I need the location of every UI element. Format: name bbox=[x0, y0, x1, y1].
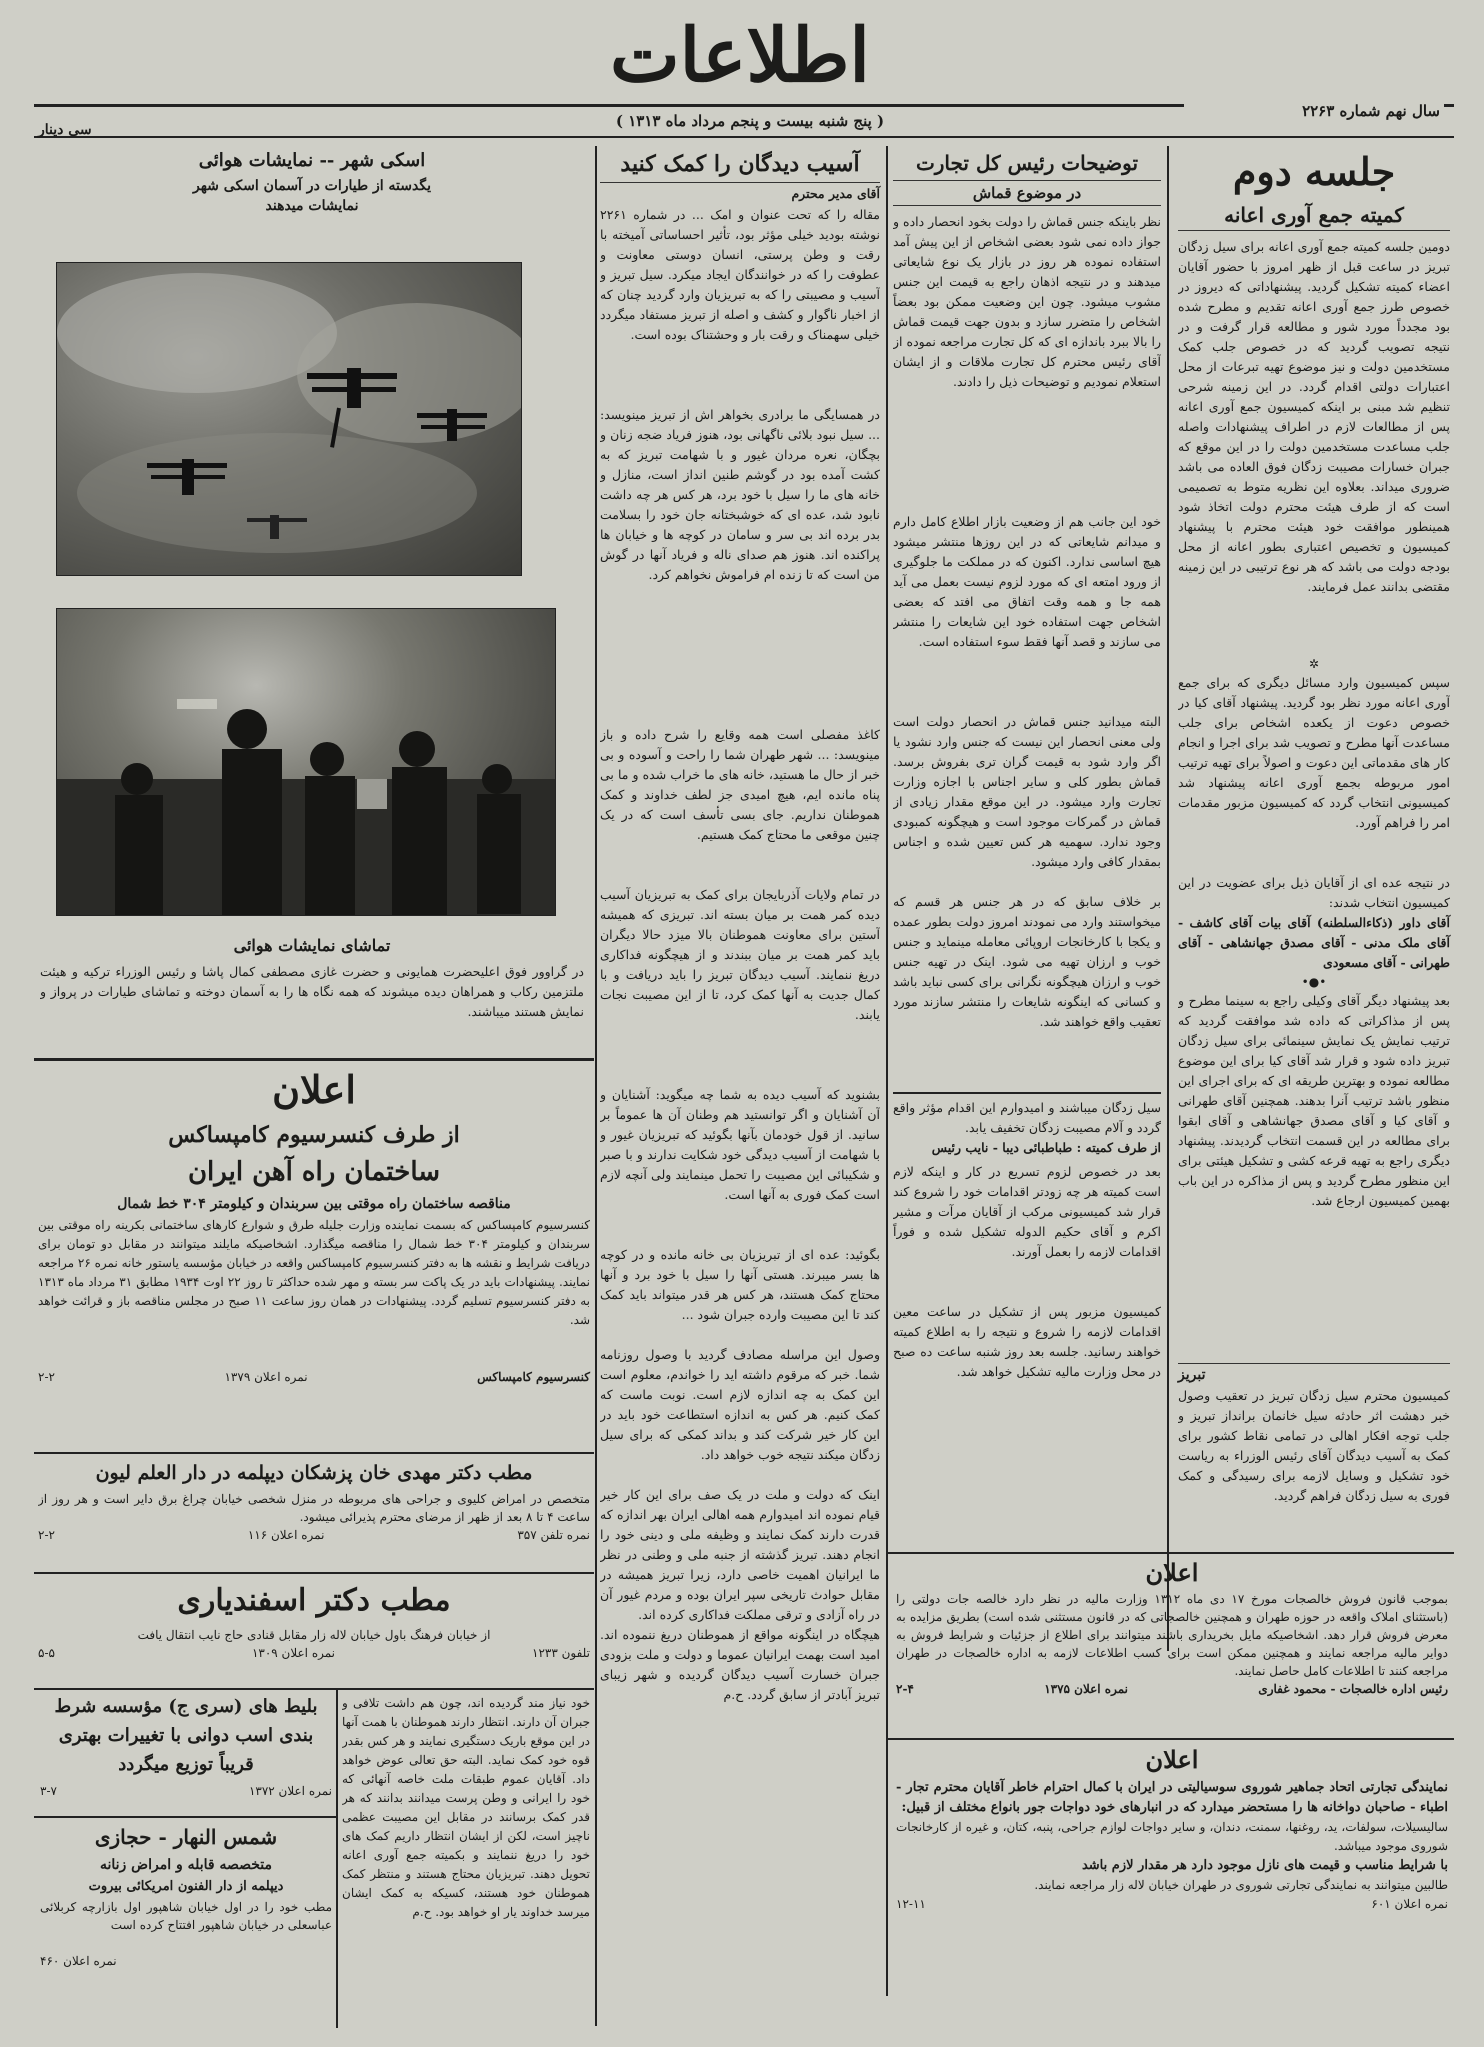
ad-dr-esfandiari-num: نمره اعلان ۱۳۰۹ bbox=[251, 1646, 336, 1660]
ad-kampsax-tender: مناقصه ساختمان راه موقتی بین سربندان و کیلومتر ۳۰۴ خط شمال bbox=[117, 1196, 511, 1212]
headline-second-session: جلسه دوم bbox=[1232, 149, 1396, 194]
separator-dots: •●• bbox=[1301, 975, 1327, 989]
separator-star: ✲ bbox=[1308, 657, 1320, 671]
help-text-4: در تمام ولایات آذربایجان برای کمک به تبریزیان آسیب دیده کمر همت بر میان بسته اند. تبریزی که همیشه آستین برای معاونت هموطنان بالا میزد حالا دیگران باید کمر همت بر میان ببندند و از هیچگونه فداکاری دریغ ننمایند. آسیب دیدگان تبریز را باید دریافت و با کمال جدیت به آنها کمک کرد، تا از این مصیبت نجات یابند. bbox=[600, 887, 880, 1022]
spectators-illustration bbox=[57, 609, 555, 915]
committee-text-2: سپس کمیسیون وارد مسائل دیگری که برای جمع آوری اعانه مورد نظر بود گردید. پیشنهاد آقای کیا در خصوص دعوت از یکعده اشخاص برای جلب مساعدت آنها مطرح و تصویب شد برای اجرا و انجام کار های مقدماتی این دعوت و اصولاً برای تهیه ترتیب امور مربوطه بجمع آوری اعانه پیشنهاد شد کمیسیونی انتخاب گردد که کمیسیون مزبور مقدمات امر را فراهم آورد. bbox=[1178, 675, 1450, 830]
ad-khalesejat-sign: رئیس اداره خالصجات - محمود غفاری bbox=[1258, 1682, 1448, 1696]
ad-midwife bbox=[40, 1820, 332, 2020]
headline-help-victims: آسیب دیدگان را کمک کنید bbox=[600, 146, 880, 183]
ad-khalesejat-title: اعلان bbox=[1145, 1558, 1199, 1587]
column-rule-ads bbox=[336, 1690, 338, 2028]
ad-khalesejat-body: بموجب قانون فروش خالصجات مورخ ۱۷ دی ماه ۱۳۱۲ وزارت مالیه در نظر دارد خالصه جات دولتی را (باستثنای املاک واقعه در حوزه طهران و همچنین خالصجاتی که در قانون مستثنی شده است) بطریق مزایده به معرض فروش قرار دهد. اشخاصیکه مایل بخریداری باشند میتوانند برای اطلاع از جزئیات و شرایط فروش به دوایر مالیه مراجعه نمایند و همچنین ممکن است برای کسب اطلاعات لازمه به اداره خالصجات در طهران مراجعه کنند تا اطلاعات کامل حاصل نمایند. bbox=[896, 1592, 1448, 1678]
airplanes-illustration bbox=[57, 263, 521, 575]
column-rule-3 bbox=[595, 146, 597, 2026]
ad-dr-esfandiari bbox=[38, 1576, 590, 1680]
trade-text-7: کمیسیون مزبور پس از تشکیل در ساعت معین اقدامات لازمه را شروع و نتیجه را به اطلاع کمیته خواهند رسانید. جلسه بعد روز شنبه ساعت ده صبح در محل وزارت مالیه تشکیل خواهد شد. bbox=[893, 1304, 1161, 1379]
divider-ad4 bbox=[34, 1688, 594, 1690]
ad-soviet-body: سالیسیلات، سولفات، ید، روغنها، سمنت، دندان، و سایر دواجات لوازم جراحی، پنبه، کتان، و غیره از کارخانجات شوروی موجود میباشد. bbox=[896, 1820, 1448, 1853]
committee-names: آقای داور (ذکاءالسلطنه) آقای بیات آقای کاشف - آقای ملک مدنی - آقای مصدق جهانشاهی - آقای طهرانی - آقای مسعودی bbox=[1178, 915, 1450, 970]
help-text-6: بگوئید: عده ای از تبریزیان بی خانه مانده و در کوچه ها بسر میبرند. هستی آنها را سیل با خود برد و آنها محتاج کمک هستند، هر کس هر قدر میتواند باید کمک کند تا این مصیبت وارده جبران شود ... bbox=[600, 1247, 880, 1322]
ad-kampsax-sign: کنسرسیوم کامپساکس bbox=[477, 1370, 590, 1384]
help-text-2: در همسایگی ما برادری بخواهر اش از تبریز مینویسد: ... سیل نبود بلائی ناگهانی بود، هنوز فریاد ضجه زنان و بچگان، نعره مردان غیور و با شهامت تبریز که به کشت آمده بود در گوشم طنین انداز است، منازل و خانه های ما را سیل با خود برد، هر کس هر چه داشت نابود شد، عده ای که خوشبختانه جان خود را بسلامت بدر برده اند بی سر و سامان در کوچه ها و خیابان ها پراکنده اند. هنوز هم صدای ناله و فریاد آنها در گوش من است که تا زنده ام فراموش نخواهم کرد. bbox=[600, 407, 880, 582]
headline-trade-chief: توضیحات رئیس کل تجارت bbox=[915, 151, 1139, 175]
ad-soviet bbox=[896, 1742, 1448, 2022]
committee-signature: از طرف کمیته : طباطبائی دیبا - نایب رئیس bbox=[931, 1140, 1161, 1155]
ad-lottery-footer bbox=[40, 1782, 332, 1800]
price: سی دینار bbox=[38, 122, 92, 138]
ad-khalesejat-num: نمره اعلان ۱۳۷۵ bbox=[1044, 1682, 1128, 1696]
divider-ad2 bbox=[34, 1452, 594, 1454]
ad-kampsax-footer bbox=[38, 1368, 590, 1386]
help-text-5: بشنوید که آسیب دیده به شما چه میگوید: آشنایان و آن آشنایان و اگر توانستید هم وطنان آن ها عموماً بر سانید. از قول خودمان بآنها بگوئید که تبریزیان غیور و با شهامت از آسیب دیدگی خود شکایت ندارند و با صبر و شکیبائی این مصیبت را تحمل مینمایند ولی آنچه لازم است کمک فوری به آنها است. bbox=[600, 1087, 880, 1202]
letter-salute: آقای مدیر محترم bbox=[791, 186, 880, 201]
divider-ad1 bbox=[34, 1058, 594, 1061]
help-text-7: وصول این مراسله مصادف گردید با وصول روزنامه شما. خبر که مرقوم داشته اید را خواندم، معلوم است این کمک به چه اندازه لازم است. نوبت ماست که کمک کنیم. هر کس به اندازه استطاعت خود باید در این کار خیر شرکت کند و بداند کمکی که برای سیل زدگان میکند نتیجه خوب خواهد داد. bbox=[600, 1347, 880, 1462]
ad-kampsax-title: اعلان bbox=[272, 1067, 356, 1112]
committee-text-3: در نتیجه عده ای از آقایان ذیل برای عضویت در این کمیسیون انتخاب شدند: bbox=[1178, 875, 1450, 910]
subhead-committee: کمیته جمع آوری اعانه bbox=[1178, 200, 1450, 231]
headline-eskisehir: اسکی شهر -- نمایشات هوائی bbox=[198, 150, 426, 171]
spectators-photo bbox=[56, 608, 556, 916]
ad-kampsax-body: کنسرسیوم کامپساکس که بسمت نماینده وزارت جلیله طرق و شوارع کارهای ساختمانی بکرینه راه موقتی بین سربندان و کیلومتر ۳۰۴ خط شمال را مناقصه میگذارد. اشخاصیکه مایلند میتوانند در مقابل دو تومان برای دریافت شرایط و نقشه ها به دفتر کنسرسیوم کامپساکس واقعه در خیابان مؤسسه یاستور خانه نمره ۲۶ مراجعه نمایند. پیشنهادات باید در یک پاکت سر بسته و مهر شده حداکثر تا روز ۲۲ اوت ۱۹۳۴ مطابق ۳۱ مرداد ماه ۱۳۱۳ به دفتر کنسرسیوم تسلیم گردد. پیشنهادات در همان روز ساعت ۱۱ صبح در مجلس مناقصه باز و قرائت خواهد شد. bbox=[38, 1218, 590, 1327]
trade-text-6: بعد در خصوص لزوم تسریع در کار و اینکه لازم است کمیته هر چه زودتر اقدامات خود را شروع کند قرار شد کمیسیونی مرکب از آقایان مرآت و مشیر اکرم و آقای حکیم الدوله تشکیل شده و فوراً اقدامات لازمه را بعمل آورند. bbox=[893, 1164, 1161, 1259]
ad-khalesejat-code: ۲-۴ bbox=[896, 1682, 914, 1696]
masthead-rule-bottom bbox=[34, 136, 1454, 138]
ad-soviet-code: ۱۲-۱۱ bbox=[896, 1897, 926, 1911]
issue-number: سال نهم شماره ۲۲۶۳ bbox=[1184, 98, 1444, 124]
ad-soviet-title: اعلان bbox=[1145, 1745, 1199, 1774]
column-rule-2 bbox=[886, 146, 888, 1996]
ad-dr-esfandiari-body: از خیابان فرهنگ باول خیابان لاله زار مقابل قنادی حاج نایب انتقال یافت bbox=[137, 1628, 491, 1642]
trade-text-5: سیل زدگان میباشند و امیدوارم این اقدام مؤثر واقع گردد و آلام مصیبت زدگان تخفیف یابد. bbox=[893, 1100, 1161, 1135]
help-continuation: خود نیاز مند گردیده اند، چون هم داشت تلافی و جبران آن دارند. انتظار دارند هموطنان با همت آنها در این موقع باریک دستگیری نمایند و هر کس بقدر قوه خود کمک نماید. البته حق تعالی عوض خواهد داد. آقایان عموم طبقات ملت خاصه آنهائی که خود را ایرانی و وطن پرست میدانند بدانند که هر قدر کمک برسانند در مقابل این مصیبت عظمی ناچیز است، لکن از ایشان انتظار داریم کمک های خود را دریغ ننمایند و بکمیته جمع آوری اعانه تحویل دهند. تبریزیان محتاج هستند و منتظر کمک هموطنان خود هستند، کسیکه به کمک ایشان میرسد خداوند یار او خواهد بود. ح.م bbox=[342, 1696, 590, 1919]
ad-midwife-title: شمس النهار - حجازی bbox=[94, 1825, 278, 1849]
ad-soviet-footer bbox=[896, 1895, 1448, 1913]
ad-dr-mehdi-body: متخصص در امراض کلیوی و جراحی های مربوطه در منزل شخصی خیابان چراغ برق دایر است و هر روز از ساعت ۴ تا ۸ بعد از ظهر از مرضای محترم پذیرائی میشود. bbox=[38, 1492, 590, 1524]
divider-ad7 bbox=[888, 1738, 1454, 1740]
ad-kampsax bbox=[38, 1062, 590, 1442]
trade-text-4: بر خلاف سابق که در هر جنس هر قسم که میخواستند وارد می نمودند امروز دولت بطور عمده و یکجا با کارخانجات اروپائی معامله مینماید و جنس خوب و ارزان تهیه می شود. اینک در تهیه جنس خوب و ارزان هیچگونه نگرانی برای کسی نباید باشد و کسانی که اینگونه شایعات را منتشر سازند مورد تعقیب واقع خواهند شد. bbox=[893, 894, 1161, 1029]
column-rule-1 bbox=[1167, 146, 1169, 1651]
help-text-8: اینک که دولت و ملت در یک صف برای این کار خیر قیام نموده اند امیدوارم همه اهالی ایران بهر اندازه که قدرت دارند کمک نمایند و وظیفه ملی و دینی خود را انجام دهند. تبریز گذشته از جنبه ملی و وطنی در نظر ما ایرانیان اهمیت خاصی دارد، زیرا تبریز همیشه در مقابل حوادث تاریخی سپر ایران بوده و مردم غیور آن در راه آزادی و ترقی مملکت فداکاری کرده اند. bbox=[600, 1487, 880, 1622]
ad-dr-esfandiari-title: مطب دکتر اسفندیاری bbox=[177, 1583, 451, 1618]
airplanes-photo bbox=[56, 262, 522, 576]
trade-text-3: البته میدانید جنس قماش در انحصار دولت است ولی معنی انحصار این نیست که جنس وارد نشود یا اگر وارد شود به قیمت گران تری بفروش برسد. قماش بطور کلی و سایر اجناس با اجازه وزارت تجارت وارد میشود. در این موقع مقدار زیادی از قماش در گمرکات موجود است و هیچگونه کمبودی وجود ندارد. سهمیه هر کس تعیین شده و اجناس بمقدار کافی وارد میشود. bbox=[893, 714, 1161, 869]
divider bbox=[893, 1092, 1161, 1094]
tabriz-heading: تبریز bbox=[1178, 1363, 1450, 1386]
ad-kampsax-from: از طرف کنسرسیوم کامپساکس bbox=[168, 1122, 460, 1148]
ad-lottery-title: بلیط های (سری ج) مؤسسه شرط بندی اسب دوانی با تغییرات بهتری قریباً توزیع میگردد bbox=[54, 1696, 318, 1775]
ad-dr-mehdi-phone: نمره تلفن ۳۵۷ bbox=[517, 1528, 590, 1542]
committee-text-5: کمیسیون محترم سیل زدگان تبریز در تعقیب وصول خبر دهشت اثر حادثه سیل خانمان برانداز تبریز و جلب توجه افکار اهالی در تمامی نقاط کشور برای کمک به آسیب دیدگان آقای رئیس الوزراء به ریاست خود تشکیل و وسایل لازمه برای رسیدگی و کمک فوری به سیل زدگان فراهم گردید. bbox=[1178, 1388, 1450, 1503]
help-text-1: مقاله را که تحت عنوان و امک ... در شماره ۲۲۶۱ نوشته بودید خیلی مؤثر بود، تأثیر احساساتی آمیخته با رقت و وطن پرستی، انسان دوستی معاونت و عطوفت را که در خوانندگان ایجاد میکرد. سیل تبریز و آسیب و مصیبتی را که به تبریزیان وارد گردید چنان که از اخبار ناگوار و کشف و اصله از تبریز مستفاد میگردد خیلی سهمناک و رقت بار و وحشتناک بوده است. bbox=[600, 207, 880, 342]
ad-dr-esfandiari-code: ۵-۵ bbox=[38, 1646, 55, 1660]
ad-dr-mehdi bbox=[38, 1456, 590, 1552]
ad-soviet-body2: طالبین میتوانند به نمایندگی تجارتی شوروی در طهران خیابان لاله زار مراجعه نمایند. bbox=[1034, 1878, 1448, 1892]
help-text-9: هیچگاه در اینگونه مواقع از هموطنان دریغ ننموده اند. امید است بهمت ایرانیان عموما و دولت و ملت بزودی جبران خسارت آسیب دیدگان گردیده و شهر زیبای تبریز آبادتر از سابق گردد. ح.م bbox=[600, 1627, 880, 1702]
ad-soviet-num: نمره اعلان ۶۰۱ bbox=[1371, 1897, 1448, 1911]
photo-caption: در گراوور فوق اعلیحضرت همایونی و حضرت غازی مصطفی کمال پاشا و رئیس الوزراء ترکیه و هیئت ملتزمین رکاب و همراهان دیده میشوند که همه نگاه ها را به آسمان دوخته و تماشای طیارات در پرواز و نمایش هستند میباشند. bbox=[40, 964, 584, 1019]
column-trade bbox=[893, 146, 1161, 1571]
committee-text-4: بعد پیشنهاد دیگر آقای وکیلی راجع به سینما مطرح و پس از مذاکراتی که داده شد موافقت گردید که ترتیب نمایش یک نمایش سینمائی برای سیل زدگان تبریز داده شود و قرار شد آقای کیا برای این موضوع مطالعه نموده و بهترین طریقه ای که برای اجرای این منظور باشد ترتیب آنرا بدهند. همچنین آقای طهرانی و آقای کیا و آقای مصدق جهانشاهی و آقای ابقوا برای مطالعه در این قسمت انتخاب گردیدند. پیشنهاد دیگری راجع به تهیه قرعه کشی و تشکیل هیئتی برای این منظور مطرح گردید و پس از مذاکره در این باب بهمین کمیسیون ارجاع شد. bbox=[1178, 993, 1450, 1208]
ad-midwife-sub2: دیپلمه از دار الفنون امریکائی بیروت bbox=[88, 1879, 284, 1894]
subhead-fabric: در موضوع قماش bbox=[893, 180, 1161, 206]
ad-midwife-sub1: متخصصه قابله و امراض زنانه bbox=[99, 1857, 273, 1873]
divider-ad3 bbox=[34, 1572, 594, 1574]
divider-lower-right bbox=[888, 1552, 1454, 1554]
ad-dr-esfandiari-footer bbox=[38, 1644, 590, 1662]
ad-khalesejat-footer bbox=[896, 1680, 1448, 1698]
divider-ad5 bbox=[34, 1816, 336, 1818]
ad-dr-mehdi-code: ۲-۲ bbox=[38, 1528, 55, 1542]
trade-text-2: خود این جانب هم از وضعیت بازار اطلاع کامل دارم و میدانم شایعاتی که در این روزها منتشر میشود هیچ اساسی ندارد. اکنون که در مملکت ما جلوگیری از ورود امتعه ای که مورد لزوم نیست بعمل می آید همه جا و همه وقت اتفاق می افتد که بعضی اشخاص جهت استفاده خود این شایعات را منتشر می سازند و قصد آنها فقط سوء استفاده است. bbox=[893, 514, 1161, 649]
ad-lottery-code: ۳-۷ bbox=[40, 1784, 57, 1798]
ad-dr-esfandiari-phone: تلفون ۱۲۳۳ bbox=[532, 1646, 590, 1660]
newspaper-title: اطلاعات bbox=[610, 13, 870, 99]
trade-text-1: نظر باینکه جنس قماش را دولت بخود انحصار داده و جواز داده نمی شود بعضی اشخاص از این پیش آمد استفاده نموده هر روز در بازار یک نوع شایعاتی میدهند و در نتیجه اذهان راجع به قیمت این جنس مشوب میشود. چون این وضعیت ممکن بود بعضاً اشخاص را متضرر سازد و بدون جهت قیمت قماش را بالا ببرد باندازه ای که کل تجارت مراجعه نموده از آقای رئیس محترم کل تجارت ملاقات و از ایشان استعلام نمودیم و توضیحات ذیل را دادند. bbox=[893, 214, 1161, 389]
column-committee bbox=[1178, 146, 1450, 1646]
ad-khalesejat bbox=[896, 1556, 1448, 1738]
ad-dr-mehdi-num: نمره اعلان ۱۱۶ bbox=[247, 1528, 325, 1542]
ad-kampsax-code: ۲-۲ bbox=[38, 1370, 55, 1384]
ad-lottery-num: نمره اعلان ۱۳۷۲ bbox=[248, 1784, 332, 1798]
issue-date: ( پنج شنبه بیست و پنجم مرداد ماه ۱۳۱۳ ) bbox=[615, 112, 885, 130]
ad-dr-mehdi-footer bbox=[38, 1526, 590, 1544]
ad-dr-mehdi-title: مطب دکتر مهدی خان پزشکان دیپلمه در دار العلم لیون bbox=[95, 1462, 533, 1484]
committee-text-1: دومین جلسه کمیته جمع آوری اعانه برای سیل زدگان تبریز در ساعت قبل از ظهر امروز با حضور آقایان اعضاء کمیته تشکیل گردید. پیشنهاداتی که دیروز در خصوص طرز جمع آوری اعانه تقدیم و مطرح شده بود مجدداً مورد شور و مطالعه قرار گرفت و در نتیجه تصویب گردید که در خصوص جلب کمک مستخدمین دولت و نیز موضوع تهیه تبرعات از محل اعتبارات دولتی اقدام گردد. در این زمینه شرحی تنظیم شد مبنی بر اینکه کمیسیون جمع آوری اعانه پس از مطالعات لازم در اطراف پیشنهادات واصله جلب مساعدت مستخدمین دولت را در این موقع که جبران خسارات مصیبت زدگان فوق العاده می باشد ضروری میداند. بعلاوه این نظریه متوط به تصمیمی است که از طرف هیئت محترم دولت اتخاذ شود همینطور موافقت خود هیئت محترم با پیشنهاد کمیسیون و تخصیص اعتباری بطور اعانه از محل بودجه دولت می باشد که هر نوع ترتیبی در این زمینه مقتضی بدانند عمل فرمایند. bbox=[1178, 239, 1450, 594]
ad-soviet-lead: نمایندگی تجارتی اتحاد جماهیر شوروی سوسیالیتی در ایران با کمال احترام خاطر آقایان محترم تجار - اطباء - صاحبان دواخانه ها را مستحضر میدارد که در انبارهای خود دواجات جور بانواع مختلف از قبیل: bbox=[896, 1780, 1448, 1815]
ad-midwife-num: نمره اعلان ۴۶۰ bbox=[40, 1954, 117, 1968]
subhead-planes-2: نمایشات میدهند bbox=[265, 198, 359, 214]
ad-kampsax-org: ساختمان راه آهن ایران bbox=[187, 1157, 441, 1187]
ad-midwife-body: مطب خود را در اول خیابان شاهپور اول بازارچه کربلائی عباسعلی در خیابان شاهپور افتتاح کرده است bbox=[40, 1900, 332, 1932]
column-help-victims bbox=[600, 146, 880, 2026]
ad-soviet-offer: با شرایط مناسب و قیمت های نازل موجود دارد هر مقدار لازم باشد bbox=[1081, 1858, 1448, 1873]
subhead-planes-1: یگدسته از طیارات در آسمان اسکی شهر bbox=[193, 178, 431, 194]
ad-kampsax-num: نمره اعلان ۱۳۷۹ bbox=[224, 1370, 308, 1384]
ad-lottery bbox=[40, 1692, 332, 1812]
help-text-3: کاغذ مفصلی است همه وقایع را شرح داده و باز مینویسد: ... شهر طهران شما را راحت و آسوده و بی خبر از حال ما هستید، خانه های ما خراب شده و ما بی پناه مانده ایم، هیچ امیدی جز لطف خداوند و کمک هموطنان نداریم. جای بسی تأسف است که در یک چنین موقعی ما محتاج کمک هستیم. bbox=[600, 727, 880, 842]
caption-title: تماشای نمایشات هوائی bbox=[233, 936, 391, 955]
